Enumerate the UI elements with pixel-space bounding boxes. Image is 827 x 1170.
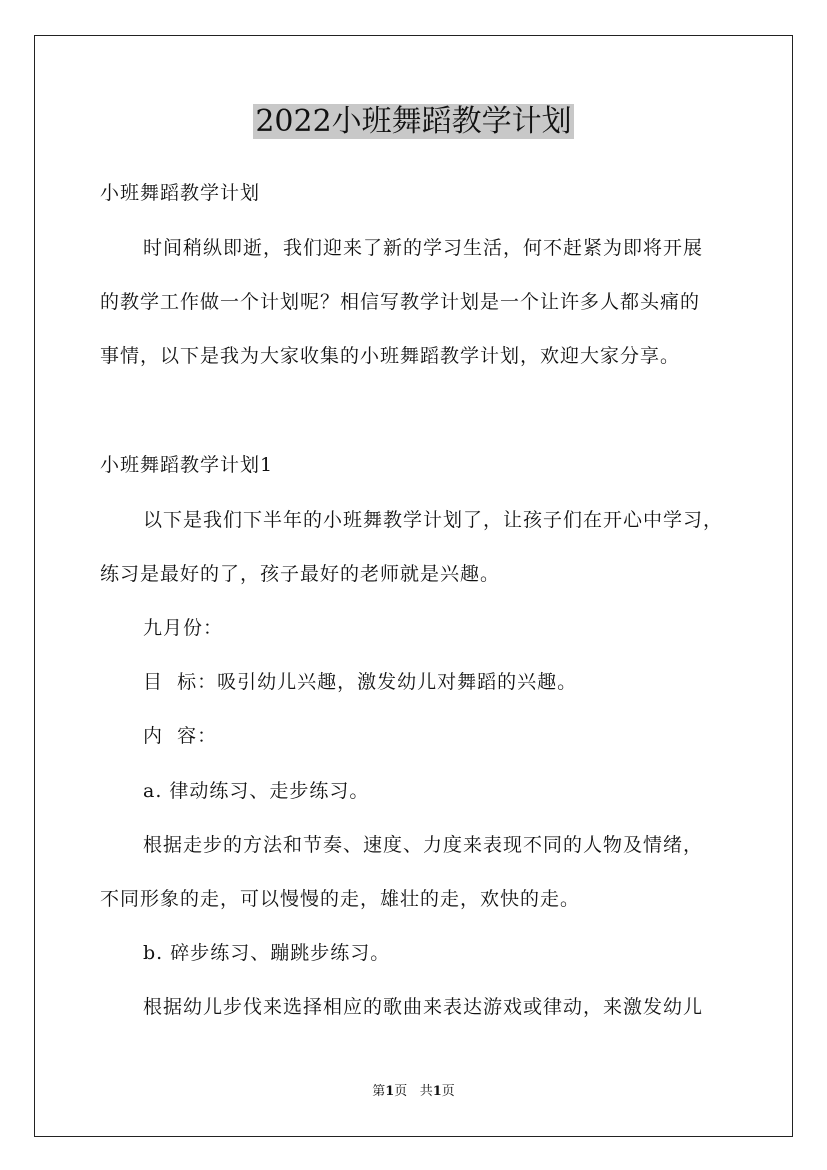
intro-line-3: 事情，以下是我为大家收集的小班舞蹈教学计划，欢迎大家分享。 — [100, 345, 681, 367]
intro-line-2: 的教学工作做一个计划呢？相信写教学计划是一个让许多人都头痛的 — [100, 291, 701, 313]
intro-line-1: 时间稍纵即逝，我们迎来了新的学习生活，何不赶紧为即将开展 — [143, 237, 704, 259]
footer-total-suffix: 页 — [441, 1084, 455, 1099]
section-para-line-1: 以下是我们下半年的小班舞教学计划了，让孩子们在开心中学习， — [143, 509, 724, 531]
footer-page-suffix: 页 — [394, 1084, 408, 1099]
content-label: 内 容： — [143, 725, 218, 747]
section-heading: 小班舞蹈教学计划1 — [100, 454, 274, 476]
footer-page-prefix: 第 — [372, 1084, 386, 1099]
document-title-text: 2022小班舞蹈教学计划 — [255, 104, 572, 139]
item-b: b. 碎步练习、蹦跳步练习。 — [143, 942, 391, 964]
footer-page-number: 1 — [385, 1084, 395, 1099]
footer-total-prefix: 共 — [419, 1084, 433, 1099]
document-subtitle: 小班舞蹈教学计划 — [100, 182, 261, 204]
footer-total-number: 1 — [432, 1084, 442, 1099]
item-a: a. 律动练习、走步练习。 — [143, 780, 370, 802]
page-footer — [0, 1083, 827, 1101]
document-title — [0, 100, 827, 144]
item-b-desc-line-1: 根据幼儿步伐来选择相应的歌曲来表达游戏或律动，来激发幼儿 — [143, 996, 704, 1018]
item-a-desc-line-1: 根据走步的方法和节奏、速度、力度来表现不同的人物及情绪， — [143, 834, 704, 856]
section-para-line-2: 练习是最好的了，孩子最好的老师就是兴趣。 — [100, 563, 501, 585]
item-a-desc-line-2: 不同形象的走，可以慢慢的走，雄壮的走，欢快的走。 — [100, 888, 581, 910]
month-label: 九月份： — [143, 617, 224, 639]
goal-line: 目 标：吸引幼儿兴趣，激发幼儿对舞蹈的兴趣。 — [143, 671, 578, 693]
